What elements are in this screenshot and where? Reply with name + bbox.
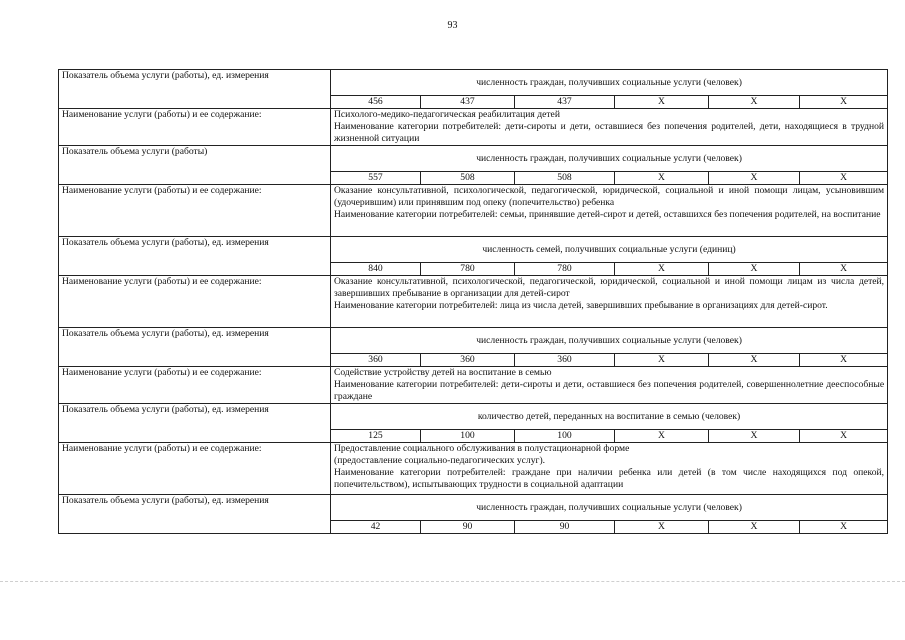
volume-value: X — [800, 430, 888, 443]
service-content — [331, 443, 888, 495]
scan-edge-line — [0, 581, 905, 582]
service-content-line: Содействие устройству детей на воспитание в семью — [334, 367, 552, 378]
volume-value: X — [709, 521, 800, 534]
service-content-line: Предоставление социального обслуживания в полустационарной форме — [334, 443, 630, 454]
service-content-line: Психолого-медико-педагогическая реабилитация детей — [334, 109, 560, 120]
service-name-label: Наименование услуги (работы) и ее содержание: — [59, 367, 331, 404]
volume-value: X — [615, 430, 709, 443]
volume-value: 456 — [331, 96, 421, 109]
volume-value: X — [800, 263, 888, 276]
volume-caption-row — [59, 237, 888, 263]
volume-value: X — [615, 172, 709, 185]
volume-caption-row — [59, 146, 888, 172]
service-content-line: Наименование категории потребителей: дети-сироты и дети, оставшиеся без попечения родителей, совершеннолетние дееспособные граждане — [334, 379, 885, 402]
service-content-line: Оказание консультативной, психологической, педагогической, юридической, социальной и иной помощи лицам, усыновившим (удочерившим) или принявшим под опеку (попечительство) ребенка — [334, 185, 885, 208]
volume-caption-row — [59, 70, 888, 96]
service-content-line: Наименование категории потребителей: граждане при наличии ребенка или детей (в том числе находящихся под опекой, попечительством), испытывающих трудности в социальной адаптации — [334, 467, 885, 490]
volume-value: 360 — [515, 354, 615, 367]
service-content-line: (предоставление социально-педагогических услуг). — [334, 455, 546, 466]
volume-value: X — [615, 263, 709, 276]
service-row — [59, 109, 888, 146]
volume-value: X — [800, 354, 888, 367]
volume-value: X — [709, 172, 800, 185]
volume-caption: численность граждан, получивших социальные услуги (человек) — [331, 146, 888, 172]
volume-value: X — [800, 96, 888, 109]
volume-caption: количество детей, переданных на воспитание в семью (человек) — [331, 404, 888, 430]
service-content — [331, 367, 888, 404]
volume-value: 508 — [515, 172, 615, 185]
page-number: 93 — [447, 20, 458, 31]
service-content — [331, 185, 888, 237]
volume-value: X — [615, 96, 709, 109]
volume-value: X — [709, 96, 800, 109]
volume-indicator-label: Показатель объема услуги (работы), ед. измерения — [59, 237, 331, 276]
volume-caption: численность граждан, получивших социальные услуги (человек) — [331, 70, 888, 96]
volume-value: 100 — [421, 430, 515, 443]
volume-value: 90 — [515, 521, 615, 534]
service-row — [59, 276, 888, 328]
volume-caption: численность граждан, получивших социальные услуги (человек) — [331, 495, 888, 521]
volume-caption: численность граждан, получивших социальные услуги (человек) — [331, 328, 888, 354]
volume-value: 437 — [515, 96, 615, 109]
volume-value: 780 — [515, 263, 615, 276]
service-content — [331, 276, 888, 328]
volume-value: X — [615, 354, 709, 367]
volume-value: 508 — [421, 172, 515, 185]
volume-value: X — [800, 172, 888, 185]
service-row — [59, 443, 888, 495]
volume-value: X — [709, 263, 800, 276]
service-name-label: Наименование услуги (работы) и ее содержание: — [59, 109, 331, 146]
volume-value: 780 — [421, 263, 515, 276]
volume-indicator-label: Показатель объема услуги (работы), ед. измерения — [59, 70, 331, 109]
volume-indicator-label: Показатель объема услуги (работы), ед. измерения — [59, 495, 331, 534]
service-name-label: Наименование услуги (работы) и ее содержание: — [59, 276, 331, 328]
volume-indicator-label: Показатель объема услуги (работы) — [59, 146, 331, 185]
volume-value: X — [800, 521, 888, 534]
services-table — [58, 69, 888, 534]
volume-value: 42 — [331, 521, 421, 534]
volume-caption: численность семей, получивших социальные услуги (единиц) — [331, 237, 888, 263]
volume-caption-row — [59, 328, 888, 354]
service-content-line: Наименование категории потребителей: семьи, принявшие детей-сирот и детей, оставшихся без попечения родителей, на воспитание — [334, 209, 881, 220]
volume-value: 840 — [331, 263, 421, 276]
service-content-line: Оказание консультативной, психологической, педагогической, юридической, социальной и иной помощи лицам из числа детей, завершивших пребывание в организации для детей-сирот — [334, 276, 885, 299]
volume-caption-row — [59, 495, 888, 521]
volume-caption-row — [59, 404, 888, 430]
volume-value: 125 — [331, 430, 421, 443]
volume-value: X — [709, 430, 800, 443]
volume-value: 557 — [331, 172, 421, 185]
volume-value: X — [615, 521, 709, 534]
volume-value: 360 — [421, 354, 515, 367]
service-name-label: Наименование услуги (работы) и ее содержание: — [59, 185, 331, 237]
volume-indicator-label: Показатель объема услуги (работы), ед. измерения — [59, 328, 331, 367]
volume-value: 100 — [515, 430, 615, 443]
service-content-line: Наименование категории потребителей: лица из числа детей, завершивших пребывание в организациях для детей-сирот. — [334, 300, 828, 311]
volume-value: 90 — [421, 521, 515, 534]
volume-indicator-label: Показатель объема услуги (работы), ед. измерения — [59, 404, 331, 443]
volume-value: 360 — [331, 354, 421, 367]
service-row — [59, 185, 888, 237]
volume-value: X — [709, 354, 800, 367]
service-row — [59, 367, 888, 404]
volume-value: 437 — [421, 96, 515, 109]
service-content-line: Наименование категории потребителей: дети-сироты и дети, оставшиеся без попечения родителей, дети, находящиеся в трудной жизненной ситуации — [334, 121, 885, 144]
service-content — [331, 109, 888, 146]
service-name-label: Наименование услуги (работы) и ее содержание: — [59, 443, 331, 495]
